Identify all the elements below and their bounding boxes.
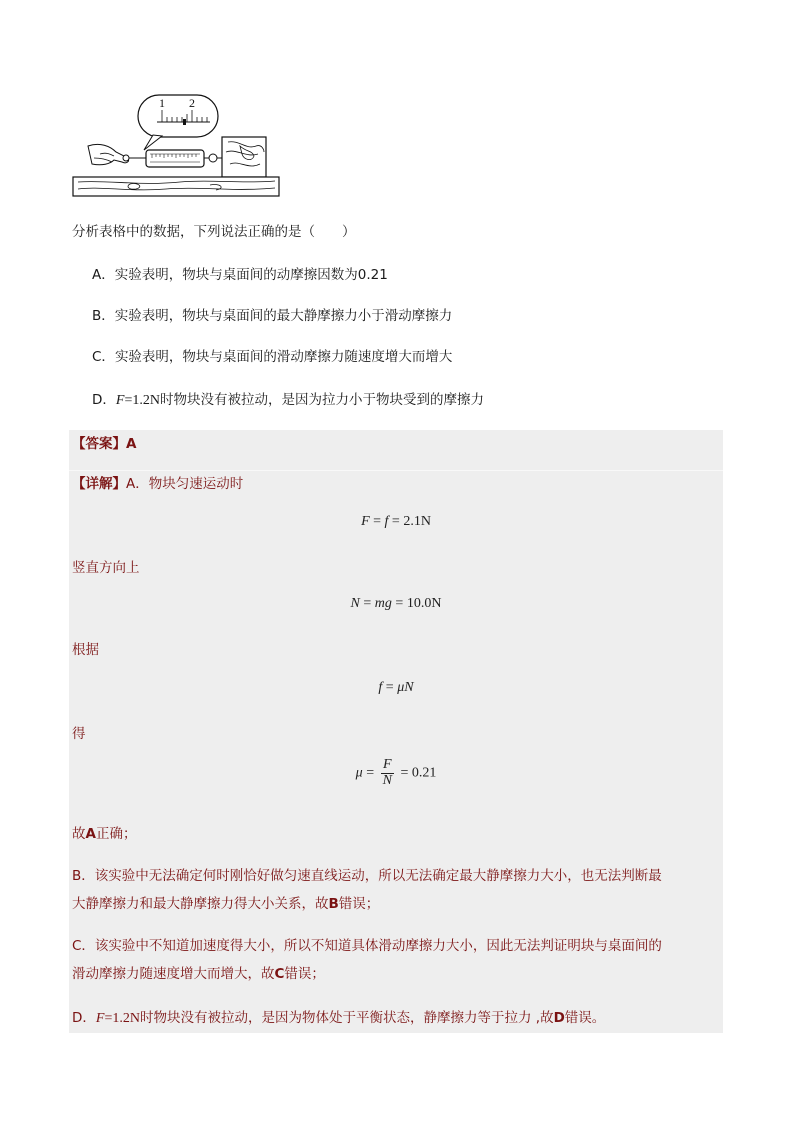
option-letter: D．	[92, 392, 116, 408]
equation-2: N = mg = 10.0N	[350, 596, 442, 611]
answer-block	[69, 430, 723, 1033]
option-b	[92, 304, 452, 324]
detail-label: 【详解】	[72, 476, 126, 492]
spring-scale-body	[146, 150, 204, 167]
option-eq: =1.2N	[124, 393, 160, 408]
question-stem: 分析表格中的数据，下列说法正确的是（ ）	[72, 224, 356, 240]
answer-label: 【答案】	[72, 436, 126, 452]
text-according: 根据	[72, 642, 99, 658]
spring-scale-figure	[70, 92, 284, 198]
text-c-line2: 滑动摩擦力随速度增大而增大，故C错误；	[72, 966, 325, 982]
detail-line	[72, 472, 243, 492]
answer-value: A	[126, 436, 137, 452]
equation-4: μ = $\frac{F}{N}$ = 0.21	[355, 757, 437, 788]
text-get: 得	[72, 726, 86, 742]
text-vertical: 竖直方向上	[72, 560, 140, 576]
text-c-line1: C．该实验中不知道加速度得大小，所以不知道具体滑动摩擦力大小，因此无法判证明块与桌面间的	[72, 938, 662, 954]
fraction: $\frac{F}{N}$	[382, 757, 392, 788]
hand-shape	[88, 144, 129, 164]
option-text: 实验表明，物块与桌面间的滑动摩擦力随速度增大而增大	[114, 349, 453, 365]
option-text: 实验表明，物块与桌面间的动摩擦因数为0.21	[114, 267, 388, 283]
answer-line	[72, 432, 136, 452]
option-text: 时物块没有被拉动，是因为拉力小于物块受到的摩擦力	[159, 392, 484, 408]
option-d	[92, 388, 484, 409]
equation-3: f = μN	[378, 680, 414, 695]
scale-label-1: 1	[159, 96, 165, 110]
detail-first: A．物块匀速运动时	[126, 476, 244, 492]
option-a	[92, 263, 388, 283]
option-letter: A．	[92, 267, 115, 283]
option-var: F	[115, 393, 125, 408]
table-board	[73, 177, 279, 196]
option-letter: C．	[92, 349, 115, 365]
equation-1: F = f = 2.1N	[361, 514, 431, 529]
text-b-line1: B．该实验中无法确定何时刚恰好做匀速直线运动，所以无法确定最大静摩擦力大小，也无法判断最	[72, 868, 662, 884]
scale-callout-bubble	[138, 95, 218, 137]
scale-label-2: 2	[189, 96, 195, 110]
text-d-line: D．F=1.2N时物块没有被拉动，是因为物体处于平衡状态，静摩擦力等于拉力 ,故D错误。	[72, 1010, 606, 1026]
option-text: 实验表明，物块与桌面间的最大静摩擦力小于滑动摩擦力	[114, 308, 453, 324]
text-a-correct: 故A正确；	[72, 826, 137, 842]
text-b-line2: 大静摩擦力和最大静摩擦力得大小关系，故B错误；	[72, 896, 380, 912]
option-c	[92, 345, 452, 365]
option-letter: B．	[92, 308, 115, 324]
